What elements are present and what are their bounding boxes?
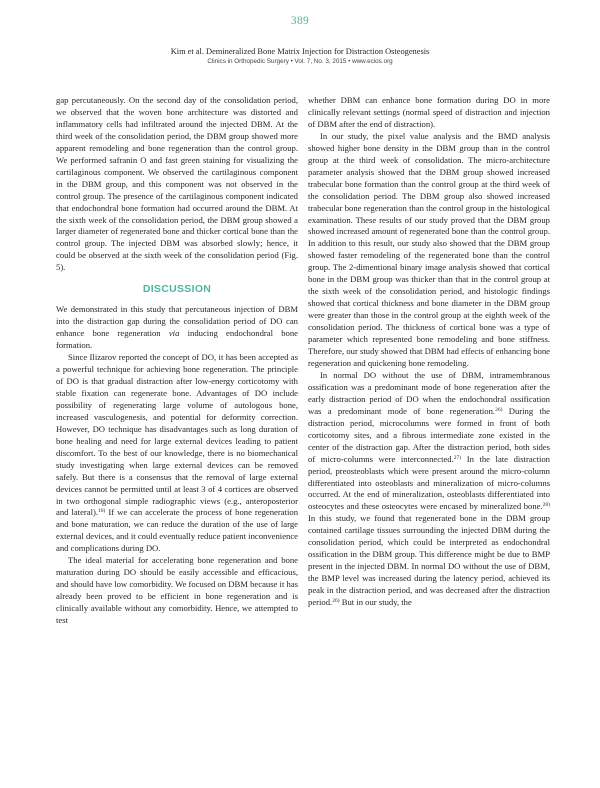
citation-ref: 10) bbox=[98, 508, 106, 515]
right-column bbox=[308, 95, 550, 609]
paragraph: Since Ilizarov reported the concept of DO, it has been accepted as a powerful technique for achieving bone regeneration. The principle of DO is that gradual distraction after low-energy corticotomy with stable fixation can regenerate bone. Advantages of DO include possibility of regenerating large volume of autologous bone, increased vasculogenesis, and potential for deformity correction. However, DO technique has disadvantages such as long duration of bone healing and need for large external devices leading to patient discomfort. To the best of our knowledge, there is no biomechanical study investigating when large external devices can be removed safely. But there is a consensus that the removal of large external devices cannot be permitted until at least 3 of 4 cortices are observed in two orthogonal simple radiographic views (e.g., anteroposterior and lateral).$^{10)}$ If we can accelerate the process of bone regeneration and bone maturation, we can reduce the duration of the use of large external devices, and it could eventually reduce patient inconvenience and complications during DO. bbox=[56, 352, 299, 554]
section-heading-discussion: DISCUSSION bbox=[142, 283, 212, 296]
running-head-title: Kim et al. Demineralized Bone Matrix Injection for Distraction Osteogenesis bbox=[170, 47, 430, 56]
paragraph: The ideal material for accelerating bone regeneration and bone maturation during DO should be easily accessible and efficacious, and should have low comorbidity. We focused on DBM because it has already been proved to be efficient in bone regeneration and is clinically available without any comorbidity. Hence, we attempted to test bbox=[56, 555, 298, 626]
paragraph: In normal DO without the use of DBM, intramembranous ossification was a predominant mode of bone regeneration after the early distraction period of DO when the endochondral ossification was a predominant mode of bone regeneration.$^{26)}$ During the distraction period, microcolumns were formed in front of both corticotomy sites, and a fibrous intermediate zone existed in the center of the distraction gap. After the distraction period, both sides of micro-columns were interconnected.$^{27)}$ In the late distraction period, preosteoblasts which were present around the micro-column differentiated into osteoblasts and mineralization of micro-columns occurred. At the end of mineralization, osteoblasts differentiated into osteocytes and these osteocytes were encased by mineralized bone.$^{28)}$ In this study, we found that regenerated bone in the DBM group contained cartilage tissues surrounding the injected DBM during the consolidation period, which could be interpreted as endochondral ossification in the DBM group. This difference might be due to BMP present in the injected DBM. In normal DO without the use of DBM, the BMP level was increased during the latency period, achieved its peak in the distraction period, and was decreased after the distraction period.$^{26)}$ But in our study, the bbox=[308, 369, 550, 608]
paragraph: In our study, the pixel value analysis and the BMD analysis showed higher bone density in the DBM group than in the control group at the third week of consolidation. The micro-architecture parameter analysis showed that the DBM group showed increased trabecular bone formation than the control group at the third week of the consolidation period. The DBM group also showed increased trabecular bone regeneration than the control group in the histological examination. These results of our study proved that the DBM group showed increased amount of regenerated bone than the control group. In addition to this result, our study also showed that the DBM group showed faster remodeling of the regenerated bone than the control group. The 2-dimentional binary image analysis showed that cortical bone in the DBM group was thicker than that in the control group at the sixth week of the consolidation period, and histologic findings showed that cortical thickness and bone diameter in the DBM group were greater than those in the control group at the eighth week of the consolidation period. The thickness of cortical bone was a type of parameter which represented bone remodeling and bone stiffness. Therefore, our study showed that DBM had effects of enhancing bone regeneration and quickening bone remodeling. bbox=[308, 130, 550, 368]
page-number: 389 bbox=[290, 15, 310, 27]
running-head bbox=[0, 46, 600, 67]
paragraph: whether DBM can enhance bone formation during DO in more clinically relevant settings (normal speed of distraction and injection of DBM after the end of distraction). bbox=[308, 95, 550, 129]
citation-ref: 28) bbox=[542, 502, 550, 509]
citation-ref: 27) bbox=[453, 454, 462, 461]
italic-text: via bbox=[168, 328, 180, 339]
citation-ref: 26) bbox=[332, 598, 340, 605]
left-column bbox=[56, 95, 298, 627]
paragraph: We demonstrated in this study that percutaneous injection of DBM into the distraction gap during the consolidation period of DO can enhance bone regeneration via inducing endochondral bone formation. bbox=[56, 304, 298, 351]
paragraph: gap percutaneously. On the second day of the consolidation period, we observed that the woven bone architecture was distorted and inflammatory cells had infiltrated around the injected DBM. At the third week of the consolidation period, the DBM group showed more apparent remodeling and bone regeneration than the control group. We performed safranin O and fast green staining for visualizing the cartilaginous component. We observed the cartilaginous component in the DBM group, and this component was not observed in the control group. The presence of the cartilaginous component indicated that endochondral bone formation had occurred around the DBM. At the sixth week of the consolidation period, the DBM group showed a larger diameter of regenerated bone and thicker cortical bone than the control group. The injected DBM was absorbed slowly; hence, it could be observed at the sixth week of the consolidation period (Fig. 5). bbox=[56, 95, 298, 273]
citation-ref: 26) bbox=[495, 406, 503, 413]
running-head-journal: Clinics in Orthopedic Surgery • Vol. 7, No. 3, 2015 • www.ecios.org bbox=[207, 58, 393, 65]
